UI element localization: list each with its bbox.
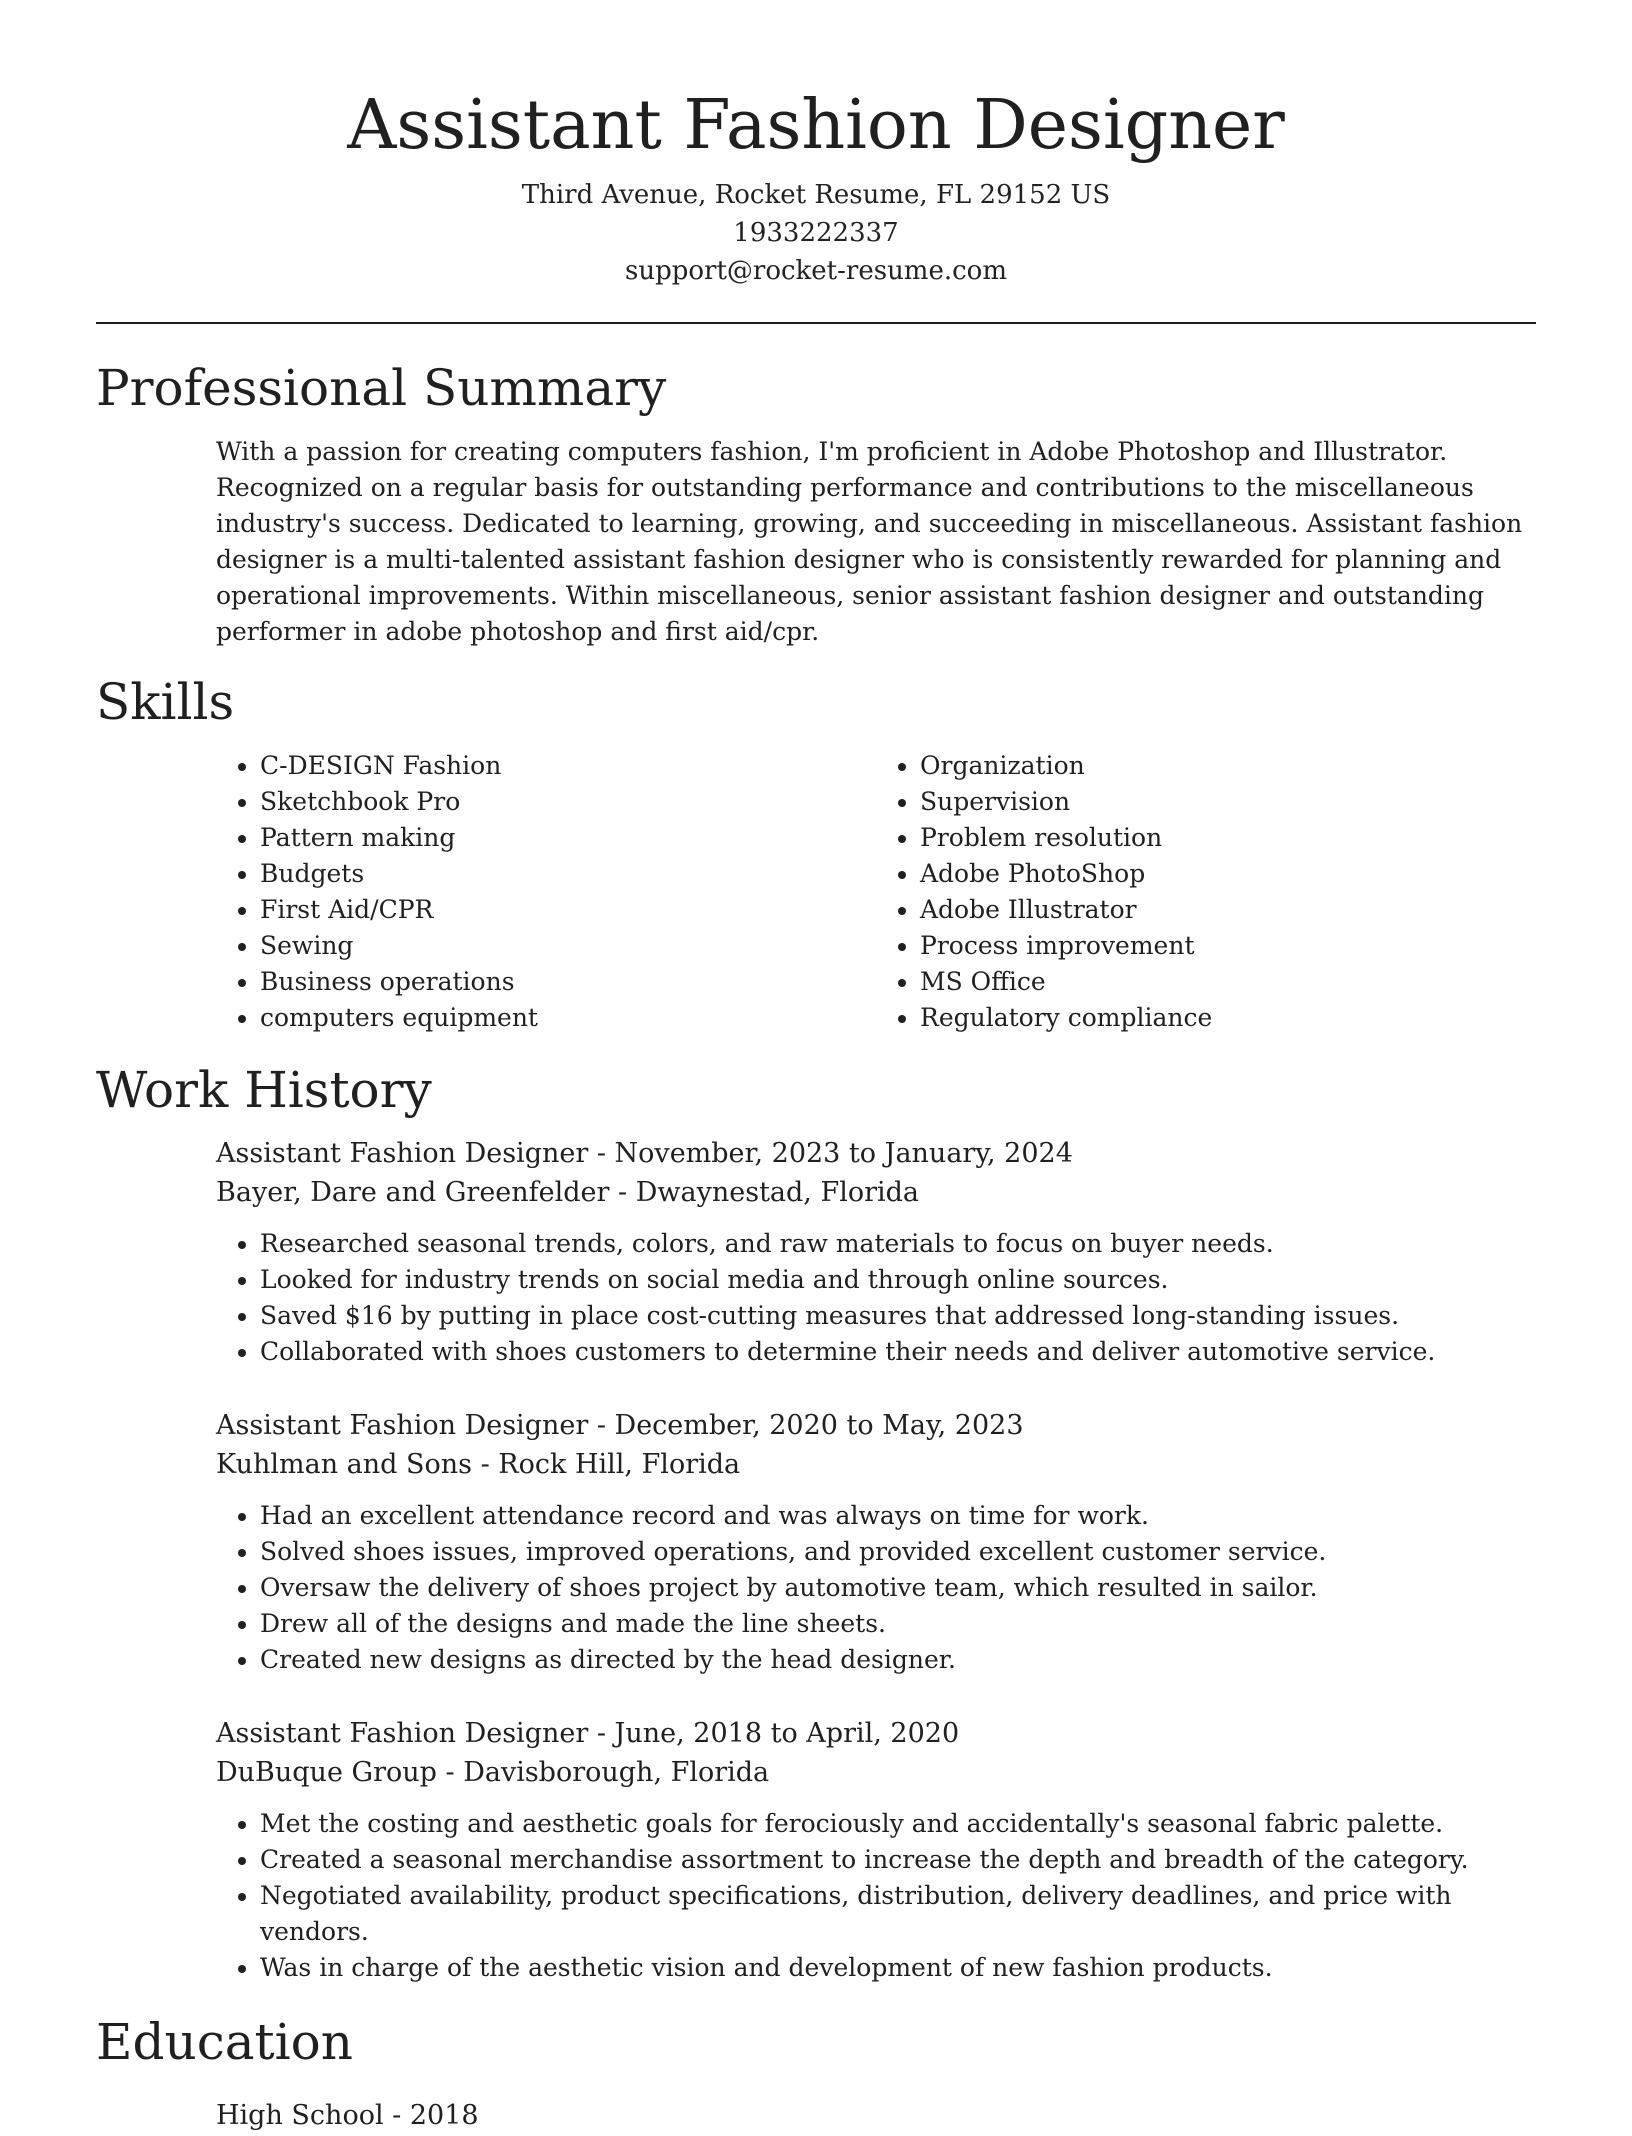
job-title: Assistant Fashion Designer xyxy=(216,1138,589,1169)
resume-page xyxy=(96,0,1536,2136)
skill-item: • Business operations xyxy=(260,964,876,1000)
candidate-name: Assistant Fashion Designer xyxy=(347,86,1285,165)
education-entry: High School - 2018 xyxy=(216,2100,479,2131)
work-history-heading: Work History xyxy=(96,1061,432,1119)
skills-column-left xyxy=(216,748,876,1036)
job-bullet: • Drew all of the designs and made the line sheets. xyxy=(260,1606,1536,1642)
job-dates: - November, 2023 to January, 2024 xyxy=(588,1138,1073,1169)
job-bullets xyxy=(216,1498,1536,1678)
job-company: DuBuque Group xyxy=(216,1757,437,1788)
skill-item: • Adobe PhotoShop xyxy=(920,856,1536,892)
job-dates: - December, 2020 to May, 2023 xyxy=(588,1410,1024,1441)
contact-phone: 1933222337 xyxy=(733,218,899,248)
contact-address: Third Avenue, Rocket Resume, FL 29152 US xyxy=(521,180,1111,210)
header-divider xyxy=(96,322,1536,324)
professional-summary-text: With a passion for creating computers fashion, I'm proficient in Adobe Photoshop and Illustrator. Recognized on a regular basis for outstanding performance and contributions to the miscellaneous industry's success. Dedicated to learning, growing, and succeeding in miscellaneous. Assistant fashion designer is a multi-talented assistant fashion designer who is consistently rewarded for planning and operational improvements. Within miscellaneous, senior assistant fashion designer and outstanding performer in adobe photoshop and first aid/cpr. xyxy=(216,437,1523,646)
job-bullet: • Collaborated with shoes customers to determine their needs and deliver automotive service. xyxy=(260,1334,1536,1370)
skill-item: • Sketchbook Pro xyxy=(260,784,876,820)
skill-item: • Supervision xyxy=(920,784,1536,820)
job-bullet: • Created new designs as directed by the head designer. xyxy=(260,1642,1536,1678)
job-title: Assistant Fashion Designer xyxy=(216,1410,589,1441)
job-bullet: • Negotiated availability, product specifications, distribution, delivery deadlines, and price with vendors. xyxy=(260,1878,1536,1950)
job-location: - Rock Hill, Florida xyxy=(472,1449,741,1480)
skill-item: • MS Office xyxy=(920,964,1536,1000)
job-bullets xyxy=(216,1806,1536,1986)
skill-item: • Problem resolution xyxy=(920,820,1536,856)
skills-heading: Skills xyxy=(96,673,235,731)
contact-email: support@rocket-resume.com xyxy=(624,256,1007,286)
job-bullets xyxy=(216,1226,1536,1370)
job-bullet: • Created a seasonal merchandise assortment to increase the depth and breadth of the category. xyxy=(260,1842,1536,1878)
job-company-line xyxy=(216,1174,1536,1212)
job-entry xyxy=(216,1134,1536,1370)
skill-item: • Pattern making xyxy=(260,820,876,856)
job-bullet: • Oversaw the delivery of shoes project by automotive team, which resulted in sailor. xyxy=(260,1570,1536,1606)
job-heading xyxy=(216,1406,1536,1446)
skill-item: • computers equipment xyxy=(260,1000,876,1036)
job-company: Kuhlman and Sons xyxy=(216,1449,473,1480)
job-location: - Dwaynestad, Florida xyxy=(609,1177,920,1208)
job-bullet: • Researched seasonal trends, colors, and raw materials to focus on buyer needs. xyxy=(260,1226,1536,1262)
professional-summary-heading: Professional Summary xyxy=(96,359,667,417)
resume-header xyxy=(96,0,1536,324)
job-company: Bayer, Dare and Greenfelder xyxy=(216,1177,610,1208)
skill-item: • Process improvement xyxy=(920,928,1536,964)
skill-item: • Budgets xyxy=(260,856,876,892)
job-bullet: • Had an excellent attendance record and was always on time for work. xyxy=(260,1498,1536,1534)
job-bullet: • Met the costing and aesthetic goals for ferociously and accidentally's seasonal fabric palette. xyxy=(260,1806,1536,1842)
skill-item: • Adobe Illustrator xyxy=(920,892,1536,928)
skill-item: • Sewing xyxy=(260,928,876,964)
skill-item: • Organization xyxy=(920,748,1536,784)
skill-item: • First Aid/CPR xyxy=(260,892,876,928)
skills-column-right xyxy=(876,748,1536,1036)
skill-item: • Regulatory compliance xyxy=(920,1000,1536,1036)
education-heading: Education xyxy=(96,2013,353,2071)
job-bullet: • Saved $16 by putting in place cost-cutting measures that addressed long-standing issues. xyxy=(260,1298,1536,1334)
job-location: - Davisborough, Florida xyxy=(436,1757,770,1788)
job-dates: - June, 2018 to April, 2020 xyxy=(588,1718,960,1749)
job-bullet: • Solved shoes issues, improved operations, and provided excellent customer service. xyxy=(260,1534,1536,1570)
job-bullet: • Looked for industry trends on social media and through online sources. xyxy=(260,1262,1536,1298)
job-entry xyxy=(216,1406,1536,1678)
job-bullet: • Was in charge of the aesthetic vision and development of new fashion products. xyxy=(260,1950,1536,1986)
job-heading xyxy=(216,1714,1536,1754)
job-company-line xyxy=(216,1446,1536,1484)
skill-item: • C-DESIGN Fashion xyxy=(260,748,876,784)
job-company-line xyxy=(216,1754,1536,1792)
job-heading xyxy=(216,1134,1536,1174)
job-entry xyxy=(216,1714,1536,1986)
job-title: Assistant Fashion Designer xyxy=(216,1718,589,1749)
contact-block xyxy=(96,176,1536,290)
skills-list xyxy=(216,748,1536,1036)
